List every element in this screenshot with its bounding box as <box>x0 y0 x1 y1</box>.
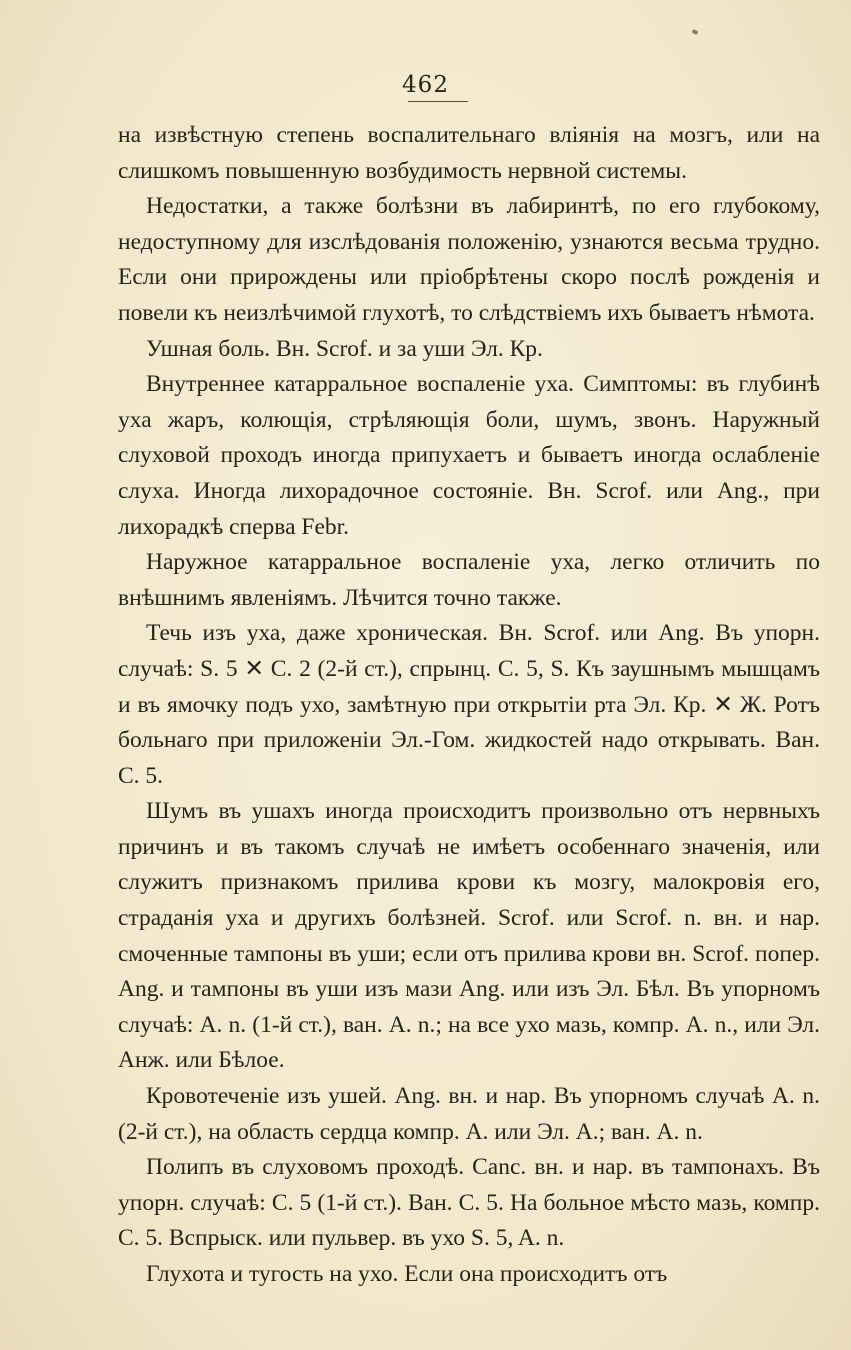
paragraph-ear-pain: Ушная боль. Вн. Scrof. и за уши Эл. Кр. <box>146 335 543 362</box>
paragraph-polyp: Полипъ въ слуховомъ проходѣ. Canc. вн. и нар. въ тампонахъ. Въ упорн. случаѣ: C. 5 (1-й ст.). Ван. C. 5. На больное мѣсто мазь, компр. C. 5. Вспрыск. или пульвер. въ ухо S. 5, A. n. <box>118 1154 820 1252</box>
ink-speck <box>691 29 698 35</box>
paragraph-tinnitus: Шумъ въ ушахъ иногда происходитъ произвольно отъ нервныхъ причинъ и въ такомъ случаѣ не имѣетъ особеннаго значенія, или служитъ признакомъ прилива крови къ мозгу, малокровія его, страданія уха и другихъ болѣзней. Scrof. или Scrof. n. вн. и нар. смоченные тампоны въ уши; если отъ прилива крови вн. Scrof. попер. Ang. и тампоны въ уши изъ мази Ang. или изъ Эл. Бѣл. Въ упорномъ случаѣ: A. n. (1-й ст.), ван. A. n.; на все ухо мазь, компр. A. n., или Эл. Анж. или Бѣлое. <box>118 798 820 1074</box>
paragraph-ear-discharge: Течь изъ уха, даже хроническая. Вн. Scrof. или Ang. Въ упорн. случаѣ: S. 5 ✕ C. 2 (2-й ст.), спрынц. C. 5, S. Къ заушнымъ мышцамъ и въ ямочку подъ ухо, замѣтную при открытіи рта Эл. Кр. ✕ Ж. Ротъ больнаго при приложеніи Эл.-Гом. жидкостей надо открывать. Ван. C. 5. <box>118 620 820 789</box>
paragraph-external-inflammation: Наружное катарральное воспаленіе уха, легко отличить по внѣшнимъ явленіямъ. Лѣчится точно также. <box>118 549 820 611</box>
paragraph-ear-bleeding: Кровотеченіе изъ ушей. Ang. вн. и нар. Въ упорномъ случаѣ A. n. (2-й ст.), на область сердца компр. A. или Эл. A.; ван. A. n. <box>118 1083 820 1145</box>
page-number: 462 <box>402 72 449 98</box>
paragraph-2: Недостатки, а также болѣзни въ лабиринтѣ, по его глубокому, недоступному для изслѣдованія положенію, узнаются весьма трудно. Если они прирождены или пріобрѣтены скоро послѣ рожденія и повели къ неизлѣчимой глухотѣ, то слѣдствіемъ ихъ бываетъ нѣмота. <box>118 193 820 326</box>
paragraph-1: на извѣстную степень воспалительнаго вліянія на мозгъ, или на слишкомъ повышенную возбудимость нервной системы. <box>118 122 820 184</box>
body-text <box>118 118 820 1293</box>
page-number-rule <box>408 101 468 102</box>
paragraph-deafness: Глухота и тугость на ухо. Если она происходитъ отъ <box>146 1261 668 1287</box>
paragraph-internal-inflammation: Внутреннее катарральное воспаленіе уха. Симптомы: въ глубинѣ уха жаръ, колющія, стрѣляющія боли, шумъ, звонъ. Наружный слуховой проходъ иногда припухаетъ и бываетъ иногда ослабленіе слуха. Иногда лихорадочное состояніе. Вн. Scrof. или Ang., при лихорадкѣ сперва Febr. <box>118 371 820 540</box>
